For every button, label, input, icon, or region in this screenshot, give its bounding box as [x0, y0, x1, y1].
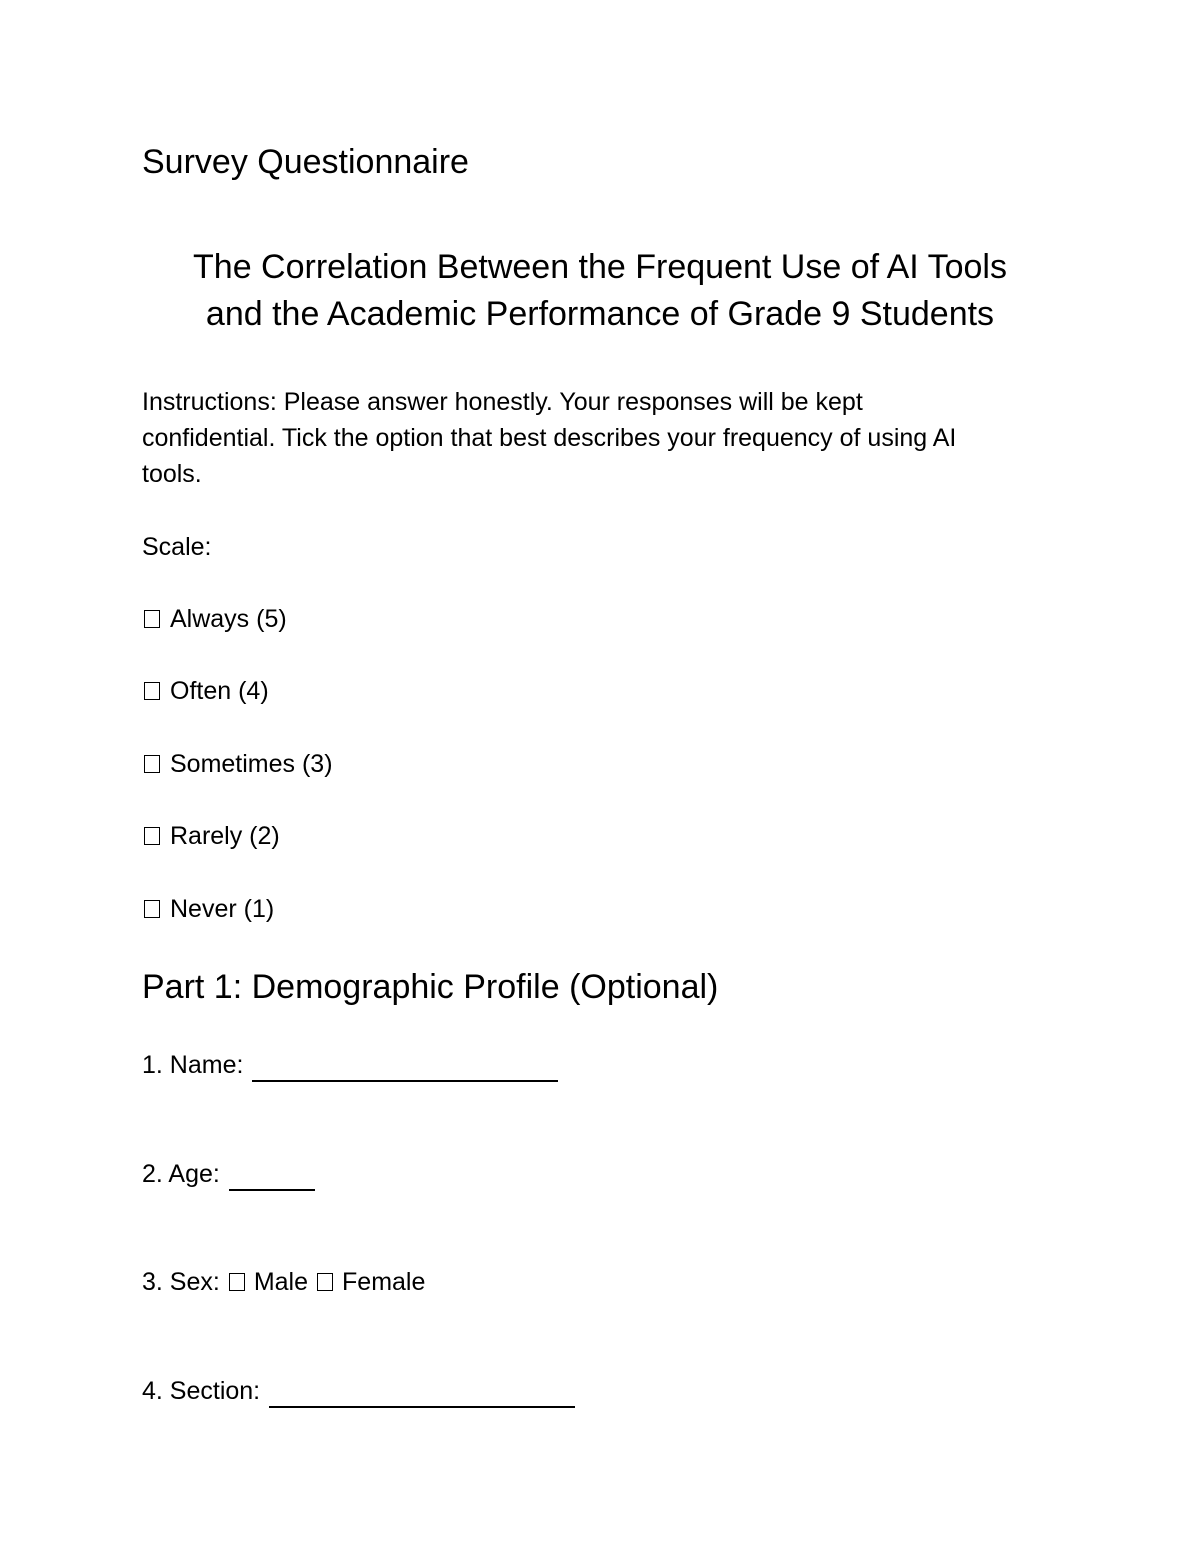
age-label: 2. Age:	[142, 1160, 220, 1188]
survey-title-line-1: The Correlation Between the Frequent Use of AI Tools	[193, 248, 1007, 286]
checkbox-icon[interactable]	[144, 900, 160, 918]
name-field	[142, 1048, 558, 1082]
age-blank-line[interactable]	[229, 1163, 315, 1191]
checkbox-icon[interactable]	[144, 827, 160, 845]
part1-heading: Part 1: Demographic Profile (Optional)	[142, 968, 719, 1006]
age-field	[142, 1157, 315, 1191]
scale-option-label: Always (5)	[170, 605, 287, 633]
name-blank-line[interactable]	[252, 1054, 558, 1082]
scale-option-sometimes	[142, 747, 333, 781]
checkbox-icon[interactable]	[144, 682, 160, 700]
scale-option-label: Often (4)	[170, 677, 269, 705]
scale-option-rarely	[142, 819, 280, 853]
sex-option-female	[317, 1265, 425, 1299]
survey-title-line-2: and the Academic Performance of Grade 9 Students	[205, 295, 995, 333]
document-heading: Survey Questionnaire	[142, 143, 469, 181]
instructions-line-2: confidential. Tick the option that best describes your frequency of using AI	[142, 424, 957, 452]
instructions-line-1: Instructions: Please answer honestly. Your responses will be kept	[142, 388, 863, 416]
scale-option-label: Never (1)	[170, 895, 275, 923]
sex-field	[142, 1265, 425, 1299]
scale-option-never	[142, 892, 274, 926]
sex-label: 3. Sex:	[142, 1268, 220, 1296]
checkbox-icon[interactable]	[317, 1273, 333, 1291]
name-label: 1. Name:	[142, 1051, 244, 1079]
scale-option-label: Rarely (2)	[170, 822, 280, 850]
checkbox-icon[interactable]	[229, 1273, 245, 1291]
sex-option-male	[229, 1265, 308, 1299]
scale-option-label: Sometimes (3)	[170, 750, 333, 778]
scale-label: Scale:	[142, 533, 212, 561]
section-label: 4. Section:	[142, 1377, 261, 1405]
checkbox-icon[interactable]	[144, 610, 160, 628]
sex-option-male-label: Male	[253, 1268, 309, 1296]
scale-option-often	[142, 674, 269, 708]
section-field	[142, 1374, 575, 1408]
instructions-line-3: tools.	[142, 460, 202, 488]
scale-option-always	[142, 602, 287, 636]
checkbox-icon[interactable]	[144, 755, 160, 773]
sex-option-female-label: Female	[342, 1268, 426, 1296]
section-blank-line[interactable]	[269, 1380, 575, 1408]
